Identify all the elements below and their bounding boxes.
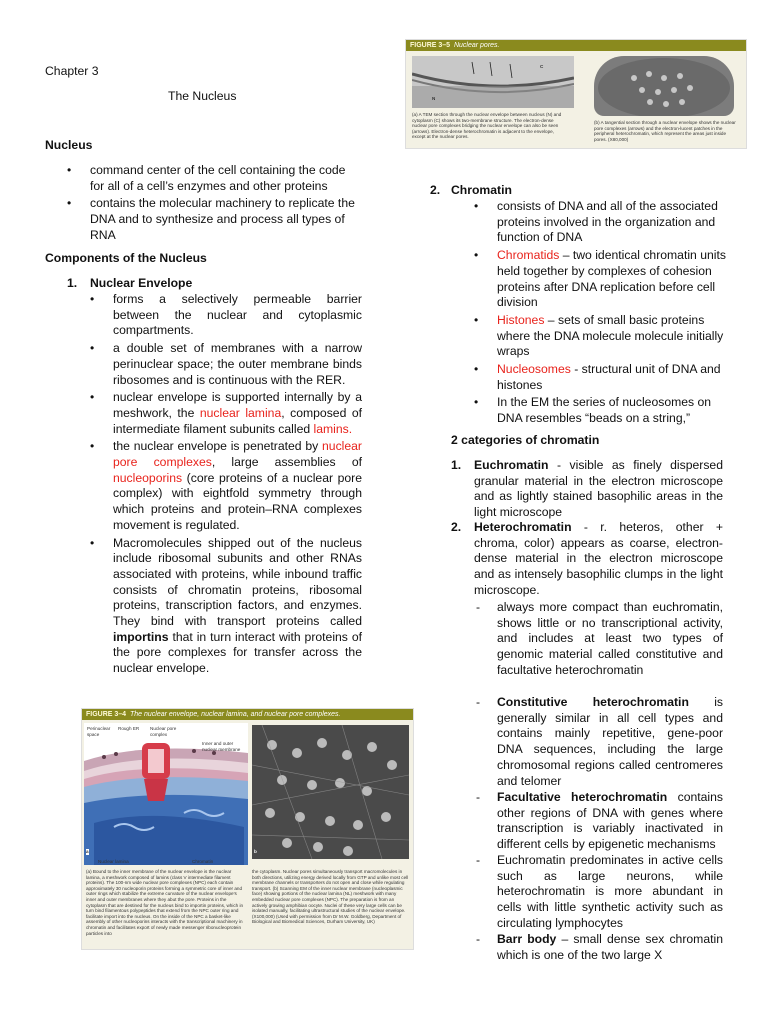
dash-marker: - [476,695,481,709]
diagram-label: Rough ER [118,726,140,731]
figure-title: The nuclear envelope, nuclear lamina, and nuclear pore complexes. [129,711,341,718]
figure-caption-a: (a) Bound to the inner membrane of the nuclear envelope is the nuclear lamina, a meshwork composed of lamins (class V intermediate filament proteins). The 100-nm wide nuclear pore complexes (NPC) each contain approximately 30 nucleoporin proteins forming a symmetric core of inner and outer rings which stabilize the extreme curvature of the nuclear envelope's inner and outer membranes where they abut the pore. Proteins in the cytoplasm that are destined for the nucleus bind to importin proteins, which in turn bind filamentous polypeptides that extend from the NPC outer ring and facilitate import into the nucleus. On the inside of the NPC a basket-like assembly of other nucleoporins interacts with the transcriptional machinery in chromatin and facilitates export of newly made messenger ribonucleoprotein particles into [86,869,244,936]
categories-heading: 2 categories of chromatin [451,433,600,447]
dash-marker: - [476,600,481,614]
figure-label: FIGURE 3–5 [410,42,451,49]
diagram-label: Chromatin [192,859,214,864]
figure-caption-b: (b) A tangential section through a nuclear envelope shows the nuclear pore complexes (arrows) and the electron-lucent patches in the peripheral heterochromatin, which represent the areas just inside pores. (X80,000) [594,120,736,142]
list-item: • consists of DNA and all of the associated proteins involved in the organization and function of DNA [497,199,727,246]
list-item [497,248,727,311]
text: Macromolecules shipped out of the nucleus include ribosomal subunits and other RNAs associated with proteins, while inbound traffic consists of chromatin proteins, ribosomal proteins, transcription factors, and enzymes. They bind with transport proteins called [113,535,362,629]
panel-label: b [254,849,257,854]
list-item [113,536,362,677]
text: , composed of intermediate filament subunits called [113,405,362,436]
sem-micrograph [252,725,409,859]
tem-micrograph-a [412,56,574,108]
list-number: 2. [451,520,462,534]
figure-caption-a: (a) A TEM section through the nuclear envelope between nucleus (N) and cytoplasm (C) shows its two-membrane structure. The electron-dense nuclear pore complexes bridging the nuclear envelope can also be seen (arrows). Electron-dense heterochromatin is adjacent to the envelope, except at the nuclear pores. [412,112,562,140]
text: (core proteins of a nuclear pore complex) with eightfold symmetry through which proteins and protein–RNA complexes movement is regulated. [113,470,362,532]
term-nuclear-lamina: nuclear lamina [199,405,282,420]
panel-label: a [86,849,89,854]
figure-title-bar [406,40,746,51]
list-item: • In the EM the series of nucleosomes on DNA resembles “beads on a string,” [497,395,727,426]
list-item [497,362,727,393]
term-heterochromatin: Heterochromatin [474,520,572,534]
dash-item [476,600,723,679]
diagram-label: Nuclear lamina [98,859,129,864]
text: contains other regions of DNA with genes where transcription is variably inactivated in different cells by epigenetic mechanisms [497,790,723,852]
dash-item [476,932,723,963]
list-item [497,313,727,360]
dash-item [476,790,723,853]
dash-marker: - [476,790,481,804]
term-nuclear-pore-complexes: nuclear pore complexes [113,439,362,470]
list-item [113,390,362,437]
nuclear-envelope-heading: Nuclear Envelope [90,276,193,290]
tem-texture [594,56,734,116]
term-lamins: lamins. [313,421,353,436]
text: nuclear envelope is supported internally by a meshwork, the [113,390,362,420]
text: - visible as finely dispersed granular material in the electron microscope and as lightly stained basophilic areas in the light microscope [474,458,723,520]
nuclear-envelope-diagram [84,723,248,865]
nucleus-bullet-list [90,163,363,246]
tem-micrograph-b [594,56,734,116]
figure-title: Nuclear pores. [453,42,500,49]
list-item [113,439,362,533]
text: , large assemblies of [211,455,362,470]
list-item: • command center of the cell containing the code for all of a cell’s enzymes and other proteins [90,163,363,194]
text: – two identical chromatin units held together by complexes of cohesion proteins after DNA replication before cell division [497,248,726,310]
diagram-label: Nuclear pore complex [150,726,177,737]
figure-3-5 [405,39,747,149]
term-importins: importins [113,629,169,644]
text: always more compact than euchromatin, shows little or no transcriptional activity, and includes at least two types of genomic material called constitutive and facultative heterochromatin [497,600,723,677]
figure-label: FIGURE 3–4 [86,711,127,718]
nuclear-envelope-bullets [113,292,362,679]
diagram-label: Inner and outer nuclear membrane [202,741,241,752]
euchromatin-item [474,458,723,521]
term-nucleoporins: nucleoporins [113,470,183,485]
chromatin-bullets [497,199,727,429]
term-histones: Histones [497,312,545,327]
term-barr-body: Barr body [497,932,557,946]
dash-marker: - [476,932,481,946]
term-constitutive-heterochromatin: Constitutive heterochromatin [497,695,689,709]
term-nucleosomes: Nucleosomes [497,362,571,377]
term-chromatids: Chromatids [497,248,560,263]
nucleus-heading: Nucleus [45,138,93,152]
text: - r. heteros, other + chroma, color) appears as coarse, electron-dense material in the electron microscope and as intensely basophilic clumps in the light microscope. [474,520,723,597]
heterochromatin-item [474,520,723,599]
text: – small dense sex chromatin which is one of the two large X [497,932,723,962]
text: the nuclear envelope is penetrated by [113,439,323,454]
tem-texture [412,56,574,108]
list-item: • a double set of membranes with a narrow perinuclear space; the outer membrane binds ribosomes and is continuous with the RER. [113,341,362,388]
figure-caption-b: the cytoplasm. Nuclear pores simultaneously transport macromolecules in both directions, utilizing energy derived locally from GTP and unlike most cell membrane channels or transporters do not open and close while regulating transport. (b) Scanning EM of the inner nuclear membrane (nucleoplasmic face) showing portions of the nuclear lamina (NL) meshwork with many embedded nuclear pore complexes (NPC). The preparation is from an actively growing amphibian oocyte. Nuclei of these very large cells can be isolated manually, facilitating ultrastructural studies of the nuclear envelope. (X100,000) (Used with permission from Dr M.W. Goldberg, Department of Biological and Biomedical Sciences, Durham University, UK) [252,869,409,925]
chapter-label: Chapter 3 [45,64,99,78]
panel-label: N [432,96,436,101]
list-number: 1. [67,276,78,290]
panel-label: C [540,64,544,69]
sem-texture [252,725,409,859]
figure-3-4 [81,708,414,950]
figure-title-bar [82,709,413,720]
list-item: • forms a selectively permeable barrier between the nuclear and cytoplasmic compartments. [113,292,362,339]
list-number: 1. [451,458,462,472]
term-euchromatin: Euchromatin [474,458,549,472]
text: is generally similar in all cell types and contains mainly repetitive, gene-poor DNA sequences, including the large chromosomal regions called centromeres and telomer [497,695,723,788]
list-item: • contains the molecular machinery to replicate the DNA and to synthesize and process all types of RNA [90,196,363,243]
dash-marker: - [476,853,481,867]
text: Euchromatin predominates in active cells such as large neurons, while heterochromatin is more abundant in cells with little synthetic activity such as circulating lymphocytes [497,853,723,930]
list-number: 2. [430,183,441,197]
dash-item [476,853,723,932]
text: that in turn interact with proteins of the pore complexes for transfer across the nuclear envelope. [113,629,362,676]
text: – sets of small basic proteins where the DNA molecule molecule initially wraps [497,312,724,359]
components-heading: Components of the Nucleus [45,251,207,265]
diagram-label: Perinuclear space [87,726,111,737]
chromatin-heading: Chromatin [451,183,512,197]
text: - structural unit of DNA and histones [497,362,721,392]
term-facultative-heterochromatin: Facultative heterochromatin [497,790,668,804]
page-title: The Nucleus [168,89,237,103]
dash-item [476,695,723,789]
